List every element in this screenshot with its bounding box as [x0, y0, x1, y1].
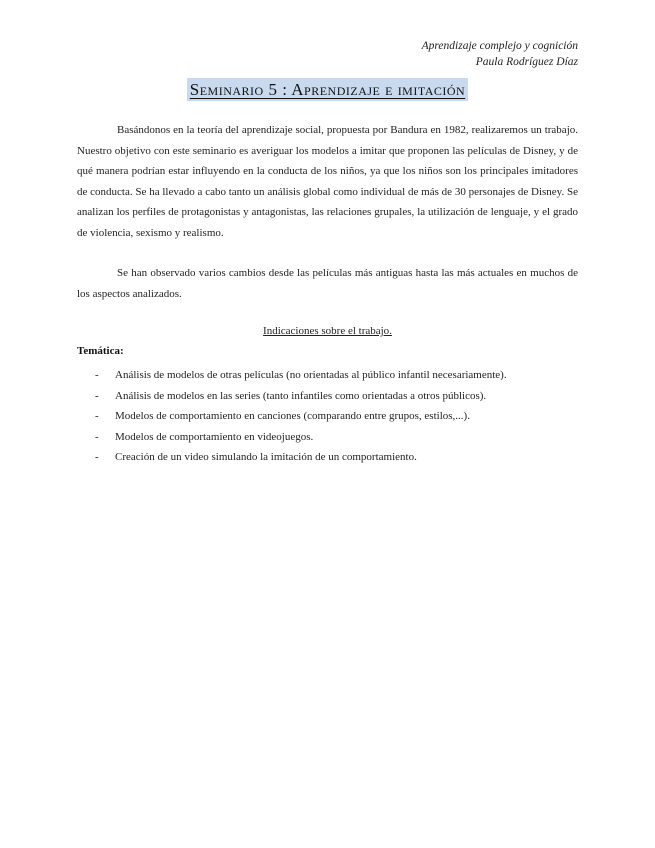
section-heading: Indicaciones sobre el trabajo.: [263, 325, 392, 337]
topic-list: [77, 365, 597, 468]
list-item: [77, 447, 597, 468]
list-item-text: Creación de un video simulando la imitación de un comportamiento.: [115, 451, 417, 463]
list-item-text: Análisis de modelos de otras películas (no orientadas al público infantil necesariamente).: [115, 369, 507, 381]
title-wrapper: [0, 78, 655, 101]
list-item-text: Análisis de modelos en las series (tanto infantiles como orientadas a otros públicos).: [115, 389, 487, 402]
dash-marker: -: [95, 369, 99, 381]
tematica-label: Temática:: [77, 345, 124, 357]
paragraph-intro: [77, 120, 578, 243]
dash-marker: -: [95, 410, 99, 422]
page-header: [422, 38, 578, 70]
header-author: Paula Rodríguez Díaz: [475, 56, 578, 68]
document-title: Seminario 5 : Aprendizaje e imitación: [187, 78, 468, 101]
list-item: [77, 406, 597, 427]
dash-marker: -: [95, 389, 99, 402]
dash-marker: -: [95, 430, 99, 443]
paragraph-text: Basándonos en la teoría del aprendizaje social, propuesta por Bandura en 1982, realizaremos un trabajo. Nuestro objetivo con este seminario es averiguar los modelos a imitar que proponen las películas de Disney, y de qué manera podrían estar influyendo en la conducta de los niños, ya que los niños son los principales imitadores de conducta. Se ha llevado a cabo tanto un análisis global como individual de más de 30 personajes de Disney. Se analizan los perfiles de protagonistas y antagonistas, las relaciones grupales, la utilización de lenguaje, y el grado de violencia, sexismo y realismo.: [77, 124, 578, 239]
paragraph-changes: [77, 263, 578, 304]
list-item-text: Modelos de comportamiento en canciones (comparando entre grupos, estilos,...).: [115, 410, 470, 422]
list-item-text: Modelos de comportamiento en videojuegos.: [115, 430, 314, 443]
dash-marker: -: [95, 451, 99, 463]
list-item: [77, 365, 597, 386]
header-course: Aprendizaje complejo y cognición: [421, 40, 578, 52]
paragraph-text: Se han observado varios cambios desde las películas más antiguas hasta las más actuales en muchos de los aspectos analizados.: [77, 267, 578, 300]
list-item: [77, 427, 597, 448]
list-item: [77, 386, 597, 407]
